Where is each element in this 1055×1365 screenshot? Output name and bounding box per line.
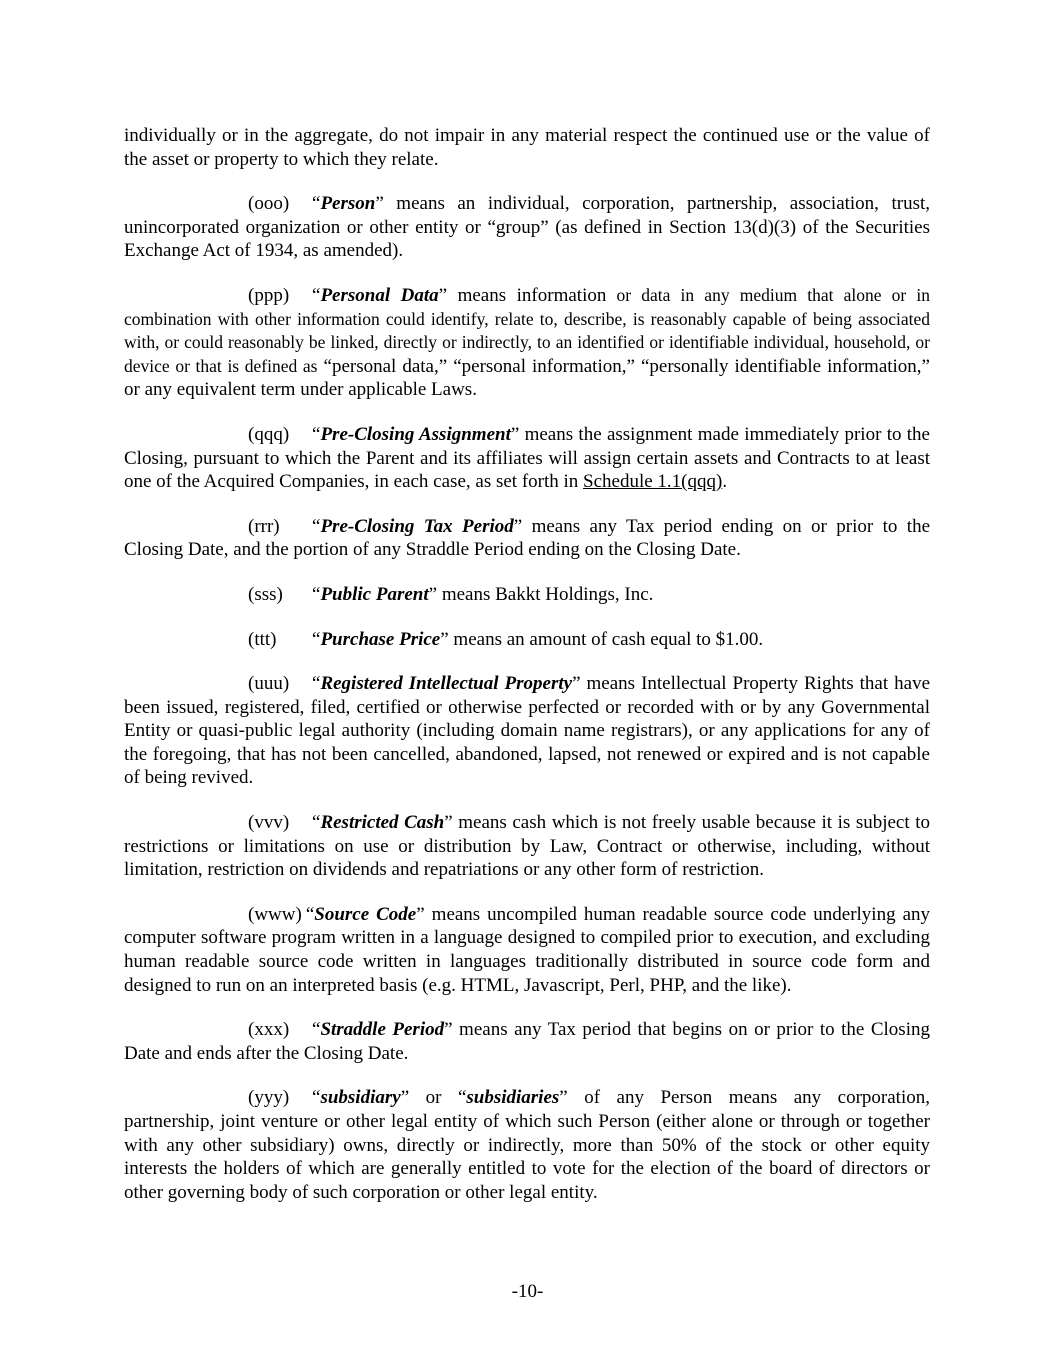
- definition-straddle-period: (xxx) “Straddle Period” means any Tax period that begins on or prior to the Closing Date and ends after the Closing Date.: [124, 1019, 930, 1064]
- definition-body: ” means the assignment made immediately prior to the Closing, pursuant to which the Parent and its affiliates will assign certain assets and Contracts to at least one of the Acquired Companies, in each case, as set forth in: [124, 423, 930, 493]
- defined-term: Purchase Price: [320, 628, 441, 650]
- definition-body: ” means any Tax period that begins on or prior to the Closing Date and ends after the Closing Date.: [124, 1019, 930, 1064]
- defined-term: subsidiary: [320, 1087, 401, 1109]
- definition-body: ” means any Tax period ending on or prior to the Closing Date, and the portion of any Straddle Period ending on the Closing Date.: [124, 515, 931, 561]
- definition-pre-closing-tax-period: (rrr) “Pre-Closing Tax Period” means any Tax period ending on or prior to the Closing Date, and the portion of any Straddle Period ending on the Closing Date.: [124, 515, 931, 561]
- definition-number: (rrr): [248, 515, 280, 537]
- definition-source-code: (www) “Source Code” means uncompiled human readable source code underlying any computer software program written in a language designed to compiled prior to execution, and excluding human readable source code written in languages traditionally distributed in source code form and designed to run on an interpreted basis (e.g. HTML, Javascript, Perl, PHP, and the like).: [124, 903, 930, 996]
- definition-number: (uuu): [248, 673, 290, 695]
- definition-body-small: or data in any medium that alone or in combination with other information could identify, relate to, describe, is reasonably capable of being associated with, or could reasonably be linked, directly or indirectly, to an identified or identifiable individual, household, or device or that is defined as: [124, 284, 930, 376]
- definition-number: (yyy): [248, 1087, 290, 1109]
- defined-term: Restricted Cash: [320, 812, 445, 834]
- definition-number: (vvv): [248, 812, 290, 834]
- definition-body: ” means Intellectual Property Rights that have been issued, registered, filed, certified or otherwise perfected or recorded with or by any Governmental Entity or quasi-public legal authority (including domain name registrars), or any applications for any of the foregoing, that has not been cancelled, abandoned, lapsed, not renewed or expired and is not capable of being revived.: [124, 673, 931, 789]
- definition-body: ” means an amount of cash equal to $1.00.: [440, 628, 764, 650]
- definition-number: (sss): [248, 583, 283, 605]
- intro-text: individually or in the aggregate, do not impair in any material respect the continued use or the value of the asset or property to which they relate.: [124, 125, 930, 170]
- definition-body: ” means an individual, corporation, partnership, association, trust, unincorporated organization or other entity or “group” (as defined in Section 13(d)(3) of the Securities Exchange Act of 1934, as amended).: [124, 193, 930, 262]
- defined-term-plural: subsidiaries: [466, 1087, 560, 1109]
- definition-subsidiary: (yyy) “subsidiary” or “subsidiaries” of any Person means any corporation, partnership, joint venture or other legal entity of which such Person (either alone or through or together with any other subsidiary) owns, directly or indirectly, more than 50% of the stock or other equity interests the holders of which are generally entitled to vote for the election of the board of directors or other governing body of such corporation or other legal entity.: [124, 1087, 930, 1203]
- definition-body: ” means uncompiled human readable source code underlying any computer software program written in a language designed to compiled prior to execution, and excluding human readable source code written in languages traditionally distributed in source code form and designed to run on an interpreted basis (e.g. HTML, Javascript, Perl, PHP, and the like).: [124, 903, 930, 996]
- definition-personal-data: (ppp) “Personal Data” means information or data in any medium that alone or in combination with other information could identify, relate to, describe, is reasonably capable of being associated with, or could reasonably be linked, directly or indirectly, to an identified or identifiable individual, household, or device or that is defined as “personal data,” “personal information,” “personally identifiable information,” or any equivalent term under applicable Laws.: [124, 284, 930, 401]
- defined-term: Registered Intellectual Property: [320, 673, 573, 695]
- definition-end: .: [722, 471, 728, 493]
- definition-number: (www): [248, 903, 302, 925]
- definition-restricted-cash: (vvv) “Restricted Cash” means cash which is not freely usable because it is subject to restrictions or limitations on use or distribution by Law, Contract or otherwise, including, without limitation, restriction on dividends and repatriations or any other form of restriction.: [124, 812, 930, 881]
- defined-term: Public Parent: [320, 583, 429, 605]
- page-number: -10-: [511, 1281, 544, 1302]
- defined-term: Source Code: [314, 903, 417, 925]
- definition-number: (qqq): [248, 423, 290, 445]
- definition-purchase-price: (ttt) “Purchase Price” means an amount of cash equal to $1.00.: [248, 628, 764, 650]
- definition-public-parent: (sss) “Public Parent” means Bakkt Holdings, Inc.: [248, 583, 654, 605]
- defined-term: Pre-Closing Assignment: [320, 423, 511, 445]
- document-page: [124, 124, 930, 1225]
- defined-term: Straddle Period: [320, 1019, 445, 1041]
- definition-body: ” of any Person means any corporation, partnership, joint venture or other legal entity of which such Person (either alone or through or together with any other subsidiary) owns, directly or indirectly, more than 50% of the stock or other equity interests the holders of which are generally entitled to vote for the election of the board of directors or other governing body of such corporation or other legal entity.: [124, 1087, 930, 1203]
- intro-paragraph: [124, 124, 930, 171]
- definition-person: (ooo) “Person” means an individual, corporation, partnership, association, trust, unincorporated organization or other entity or “group” (as defined in Section 13(d)(3) of the Securities Exchange Act of 1934, as amended).: [124, 193, 930, 262]
- definition-body: ” means Bakkt Holdings, Inc.: [428, 583, 654, 605]
- definition-registered-ip: (uuu) “Registered Intellectual Property” means Intellectual Property Rights that have been issued, registered, filed, certified or otherwise perfected or recorded with or by any Governmental Entity or quasi-public legal authority (including domain name registrars), or any applications for any of the foregoing, that has not been cancelled, abandoned, lapsed, not renewed or expired and is not capable of being revived.: [124, 673, 931, 789]
- defined-term: Personal Data: [320, 284, 439, 306]
- definition-number: (ttt): [248, 628, 277, 650]
- schedule-reference: Schedule 1.1(qqq): [583, 471, 723, 493]
- definition-body-tail: “personal data,” “personal information,” “personally identifiable information,” or any equivalent term under applicable Laws.: [124, 355, 930, 401]
- defined-term: Pre-Closing Tax Period: [320, 515, 514, 537]
- definition-number: (ooo): [248, 193, 290, 215]
- defined-term: Person: [320, 193, 376, 215]
- definition-pre-closing-assignment: (qqq) “Pre-Closing Assignment” means the assignment made immediately prior to the Closing, pursuant to which the Parent and its affiliates will assign certain assets and Contracts to at least one of the Acquired Companies, in each case, as set forth in Schedule 1.1(qqq).: [124, 423, 930, 493]
- definition-body: ” means cash which is not freely usable because it is subject to restrictions or limitations on use or distribution by Law, Contract or otherwise, including, without limitation, restriction on dividends and repatriations or any other form of restriction.: [124, 812, 930, 881]
- definition-body: ” means information: [438, 284, 607, 306]
- definition-number: (xxx): [248, 1019, 290, 1041]
- definition-number: (ppp): [248, 284, 290, 306]
- definition-connector: ” or “: [400, 1087, 467, 1109]
